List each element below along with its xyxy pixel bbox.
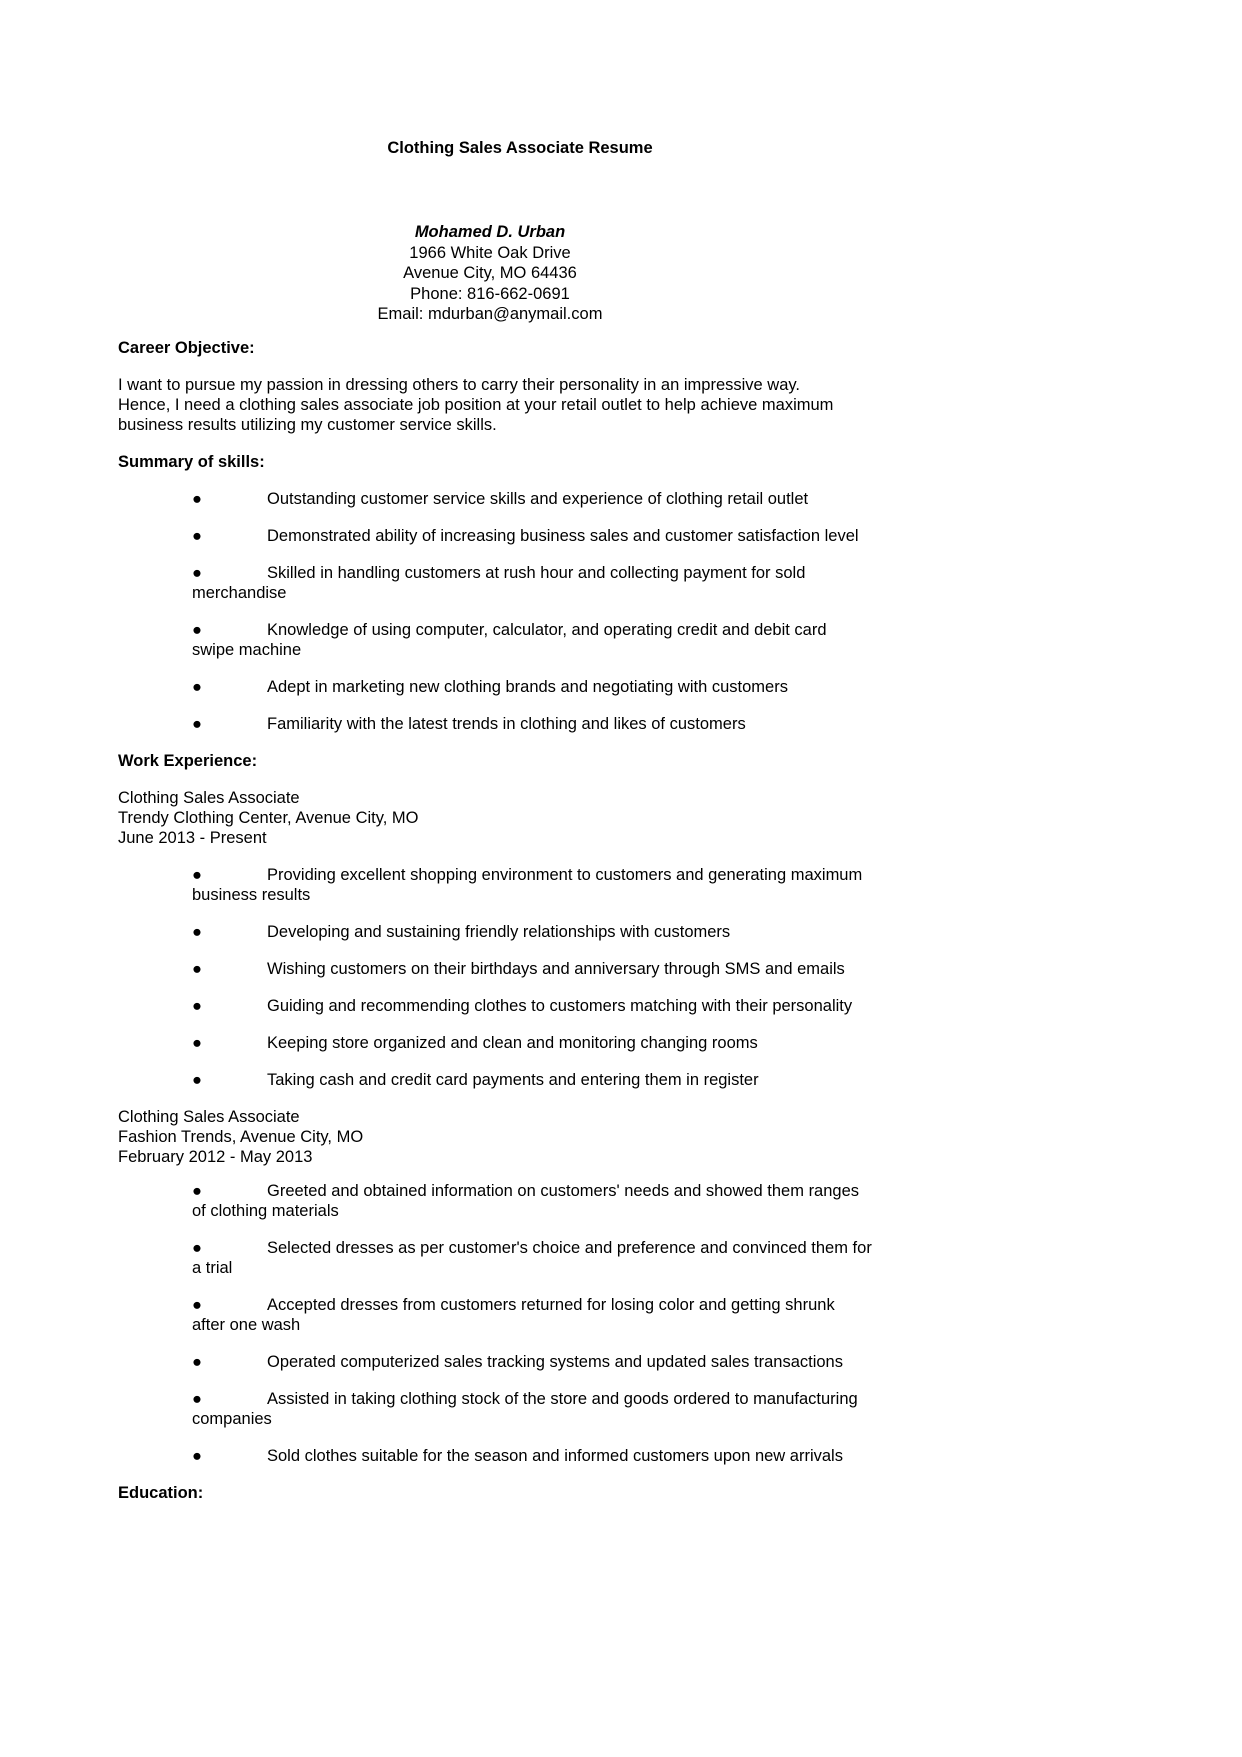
duty-item: ● Wishing customers on their birthdays and anniversary through SMS and emails xyxy=(192,960,845,978)
objective-heading: Career Objective: xyxy=(118,339,255,357)
bullet-icon: ● xyxy=(192,960,202,978)
job-title: Clothing Sales Associate xyxy=(118,789,300,807)
duty-item: ● Keeping store organized and clean and monitoring changing rooms xyxy=(192,1034,758,1052)
skills-heading: Summary of skills: xyxy=(118,453,265,471)
bullet-icon: ● xyxy=(192,715,202,733)
bullet-icon: ● xyxy=(192,1447,202,1465)
objective-line: business results utilizing my customer service skills. xyxy=(118,416,497,434)
skill-item: ● Outstanding customer service skills and experience of clothing retail outlet xyxy=(192,490,809,508)
job-duties-list xyxy=(118,1181,878,1466)
job-header xyxy=(118,788,878,848)
skill-item: ● Demonstrated ability of increasing business sales and customer satisfaction level xyxy=(192,527,859,545)
duty-item: ● Guiding and recommending clothes to customers matching with their personality xyxy=(192,997,853,1015)
job-company: Trendy Clothing Center, Avenue City, MO xyxy=(118,809,419,827)
document-title: Clothing Sales Associate Resume xyxy=(387,139,653,157)
bullet-icon: ● xyxy=(192,1034,202,1052)
skill-item: ● Familiarity with the latest trends in clothing and likes of customers xyxy=(192,715,746,733)
job-dates: February 2012 - May 2013 xyxy=(118,1148,313,1166)
candidate-name: Mohamed D. Urban xyxy=(414,223,566,241)
duty-item: ● Greeted and obtained information on customers' needs and showed them ranges of clothing materials xyxy=(192,1182,860,1220)
bullet-icon: ● xyxy=(192,1390,202,1408)
address-line-1: 1966 White Oak Drive xyxy=(409,243,571,262)
bullet-icon: ● xyxy=(192,923,202,941)
experience-heading: Work Experience: xyxy=(118,752,258,770)
bullet-icon: ● xyxy=(192,490,202,508)
objective-line: Hence, I need a clothing sales associate job position at your retail outlet to help achieve maximum xyxy=(118,396,834,414)
bullet-icon: ● xyxy=(192,1239,202,1257)
duty-item: ● Accepted dresses from customers returned for losing color and getting shrunk after one wash xyxy=(192,1296,835,1334)
job-duties-list xyxy=(118,865,878,1090)
objective-line: I want to pursue my passion in dressing others to carry their personality in an impressive way. xyxy=(118,376,800,394)
job-title: Clothing Sales Associate xyxy=(118,1108,300,1126)
bullet-icon: ● xyxy=(192,1353,202,1371)
education-heading: Education: xyxy=(118,1484,204,1502)
objective-text xyxy=(118,375,878,435)
resume-body xyxy=(118,338,878,1503)
skills-list xyxy=(118,489,878,734)
duty-item: ● Sold clothes suitable for the season and informed customers upon new arrivals xyxy=(192,1447,843,1465)
contact-block xyxy=(0,222,980,325)
duty-item: ● Operated computerized sales tracking systems and updated sales transactions xyxy=(192,1353,843,1371)
skill-item: ● Adept in marketing new clothing brands and negotiating with customers xyxy=(192,678,788,696)
email-line: Email: mdurban@anymail.com xyxy=(377,305,603,323)
bullet-icon: ● xyxy=(192,1182,202,1200)
duty-item: ● Selected dresses as per customer's choice and preference and convinced them for a trial xyxy=(192,1239,872,1277)
bullet-icon: ● xyxy=(192,1071,202,1089)
duty-item: ● Assisted in taking clothing stock of the store and goods ordered to manufacturing companies xyxy=(192,1390,858,1428)
bullet-icon: ● xyxy=(192,621,202,639)
skill-item: ● Knowledge of using computer, calculator, and operating credit and debit card swipe machine xyxy=(192,621,827,659)
duty-item: ● Developing and sustaining friendly relationships with customers xyxy=(192,923,731,941)
job-company: Fashion Trends, Avenue City, MO xyxy=(118,1128,364,1146)
skill-item: ● Skilled in handling customers at rush hour and collecting payment for sold merchandise xyxy=(192,564,806,602)
bullet-icon: ● xyxy=(192,997,202,1015)
phone-line: Phone: 816-662-0691 xyxy=(410,284,570,303)
bullet-icon: ● xyxy=(192,866,202,884)
duty-item: ● Providing excellent shopping environment to customers and generating maximum business results xyxy=(192,866,863,904)
bullet-icon: ● xyxy=(192,564,202,582)
address-line-2: Avenue City, MO 64436 xyxy=(403,264,577,282)
bullet-icon: ● xyxy=(192,678,202,696)
bullet-icon: ● xyxy=(192,1296,202,1314)
job-dates: June 2013 - Present xyxy=(118,829,267,847)
duty-item: ● Taking cash and credit card payments and entering them in register xyxy=(192,1071,759,1089)
job-header xyxy=(118,1107,878,1167)
bullet-icon: ● xyxy=(192,527,202,545)
